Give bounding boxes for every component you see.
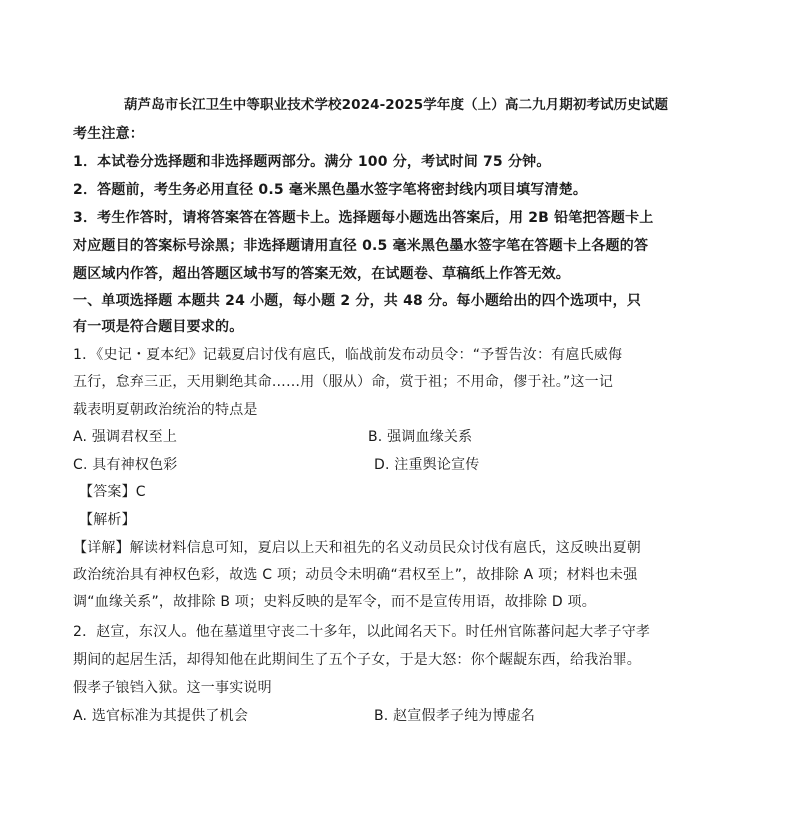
q2-stem-line-1: 2．赵宣，东汉人。他在墓道里守丧二十多年，以此闻名天下。时任州官陈蕃问起大孝子守孝 [73,624,651,640]
notice-item-2: 2．答题前，考生务必用直径 0.5 毫米黑色墨水签字笔将密封线内项目填写清楚。 [73,182,588,198]
q1-stem-line-3: 载表明夏朝政治统治的特点是 [73,402,258,418]
section-heading-line-2: 有一项是符合题目要求的。 [73,319,244,335]
q1-detail-line-1: 【详解】解读材料信息可知，夏启以上天和祖先的名义动员民众讨伐有扈氏，这反映出夏朝 [73,540,641,556]
q1-detail-line-2: 政治统治具有神权色彩，故选 C 项；动员令未明确“君权至上”，故排除 A 项；材料也未强 [73,567,638,583]
q1-stem-line-1: 1．《史记・夏本纪》记载夏启讨伐有扈氏，临战前发布动员令：“予誓告汝：有扈氏威侮 [73,347,623,363]
q1-analysis-label: 【解析】 [79,512,136,528]
q1-stem-line-2: 五行，怠弃三正，天用剿绝其命……用（服从）命，赏于祖；不用命，僇于社。”这一记 [73,374,614,390]
q1-option-d: D. 注重舆论宣传 [374,457,480,473]
q1-detail-line-3: 调“血缘关系”，故排除 B 项；史料反映的是军令，而不是宣传用语，故排除 D 项。 [73,594,596,610]
notice-item-3-cont-1: 对应题目的答案标号涂黑；非选择题请用直径 0.5 毫米黑色墨水签字笔在答题卡上各题的答 [73,238,649,254]
q1-option-a: A. 强调君权至上 [73,429,178,445]
notice-item-3: 3．考生作答时，请将答案答在答题卡上。选择题每小题选出答案后，用 2B 铅笔把答题卡上 [73,210,654,226]
q2-option-a: A. 选官标准为其提供了机会 [73,708,249,724]
q2-stem-line-2: 期间的起居生活，却得知他在此期间生了五个子女，于是大怒：你个龌龊东西，给我治罪。 [73,652,641,668]
q2-option-b: B. 赵宣假孝子纯为博虚名 [374,708,536,724]
q1-option-b: B. 强调血缘关系 [368,429,473,445]
section-heading-line-1: 一、单项选择题 本题共 24 小题，每小题 2 分，共 48 分。每小题给出的四个选项中，只 [73,293,642,309]
q1-answer: 【答案】C [79,484,146,500]
notice-item-1: 1．本试卷分选择题和非选择题两部分。满分 100 分，考试时间 75 分钟。 [73,154,551,170]
notice-heading: 考生注意： [73,126,144,142]
q1-option-c: C. 具有神权色彩 [73,457,178,473]
exam-title: 葫芦岛市长江卫生中等职业技术学校2024-2025学年度（上）高二九月期初考试历史试题 [124,97,669,113]
q2-stem-line-3: 假孝子锒铛入狱。这一事实说明 [73,680,272,696]
notice-item-3-cont-2: 题区域内作答，超出答题区域书写的答案无效，在试题卷、草稿纸上作答无效。 [73,266,570,282]
